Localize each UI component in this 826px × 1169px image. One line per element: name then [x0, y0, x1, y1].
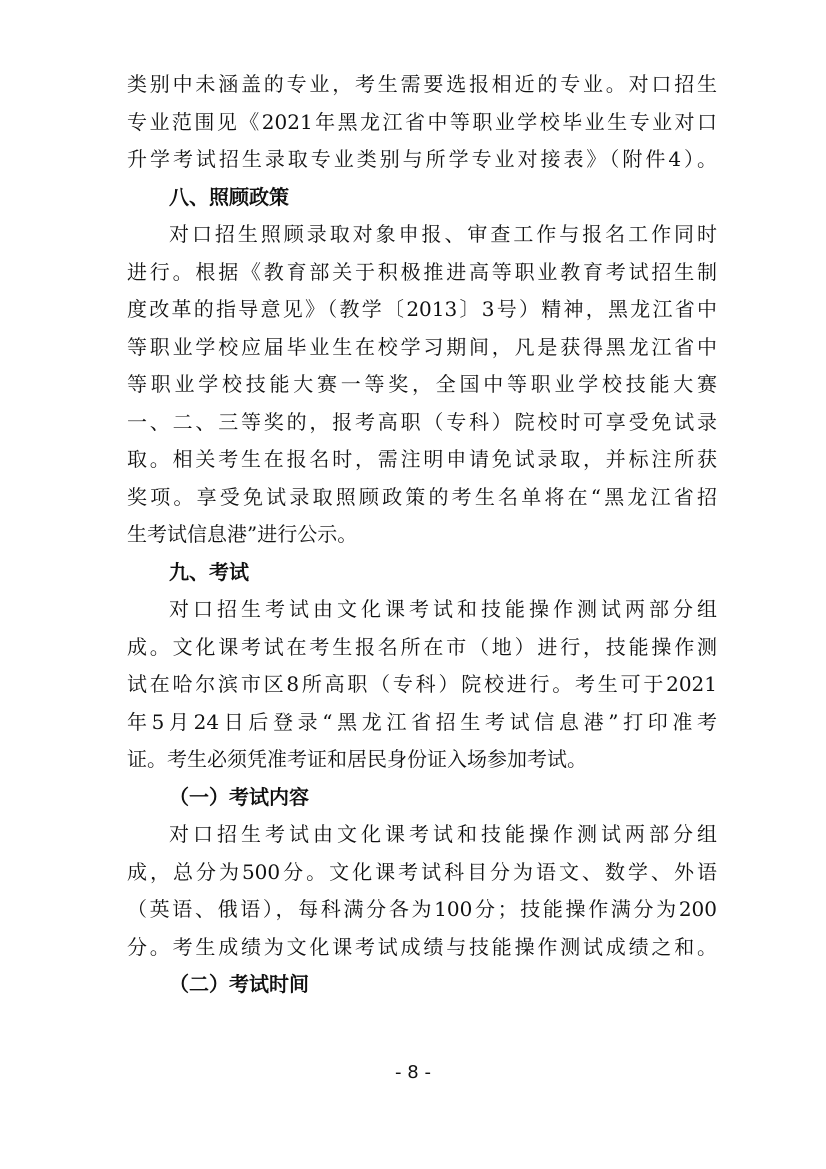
body-line: 生考试信息港”进行公示。 [127, 522, 358, 546]
body-line: 分。考生成绩为文化课考试成绩与技能操作测试成绩之和。 [127, 934, 717, 959]
document-body [127, 66, 717, 1004]
body-line: 等职业学校技能大赛一等奖，全国中等职业学校技能大赛 [127, 372, 717, 396]
subsection-heading-1: （一）考试内容 [169, 784, 309, 809]
section-heading-9: 九、考试 [169, 559, 249, 584]
body-line: 专业范围见《2021年黑龙江省中等职业学校毕业生专业对口 [127, 109, 717, 134]
body-line: 进行。根据《教育部关于积极推进高等职业教育考试招生制 [127, 259, 717, 284]
page-number: - 8 - [395, 1062, 431, 1083]
body-line: 年5月24日后登录“黑龙江省招生考试信息港”打印准考 [127, 709, 717, 734]
body-line: 升学考试招生录取专业类别与所学专业对接表》（附件4）。 [127, 147, 717, 171]
body-line: 对口招生考试由文化课考试和技能操作测试两部分组 [169, 822, 717, 846]
body-line: 试在哈尔滨市区8所高职（专科）院校进行。考生可于2021 [127, 672, 717, 696]
body-line: 成，总分为500分。文化课考试科目分为语文、数学、外语 [127, 859, 717, 884]
body-line: 等职业学校应届毕业生在校学习期间，凡是获得黑龙江省中 [127, 334, 717, 359]
body-line: （英语、俄语），每科满分各为100分；技能操作满分为200 [127, 897, 717, 921]
body-line: 证。考生必须凭准考证和居民身份证入场参加考试。 [127, 747, 587, 771]
body-line: 对口招生考试由文化课考试和技能操作测试两部分组 [169, 597, 717, 621]
body-line: 对口招生照顾录取对象申报、审查工作与报名工作同时 [169, 222, 717, 246]
subsection-heading-2: （二）考试时间 [169, 972, 309, 996]
body-line: 度改革的指导意见》（教学〔2013〕3号）精神，黑龙江省中 [127, 297, 717, 321]
section-heading-8: 八、照顾政策 [169, 184, 289, 209]
body-line: 取。相关考生在报名时，需注明申请免试录取，并标注所获 [127, 447, 717, 471]
body-line: 一、二、三等奖的，报考高职（专科）院校时可享受免试录 [127, 409, 717, 434]
body-line: 成。文化课考试在考生报名所在市（地）进行，技能操作测 [127, 634, 717, 659]
body-line: 奖项。享受免试录取照顾政策的考生名单将在“黑龙江省招 [127, 484, 717, 509]
body-line: 类别中未涵盖的专业，考生需要选报相近的专业。对口招生 [127, 72, 717, 96]
